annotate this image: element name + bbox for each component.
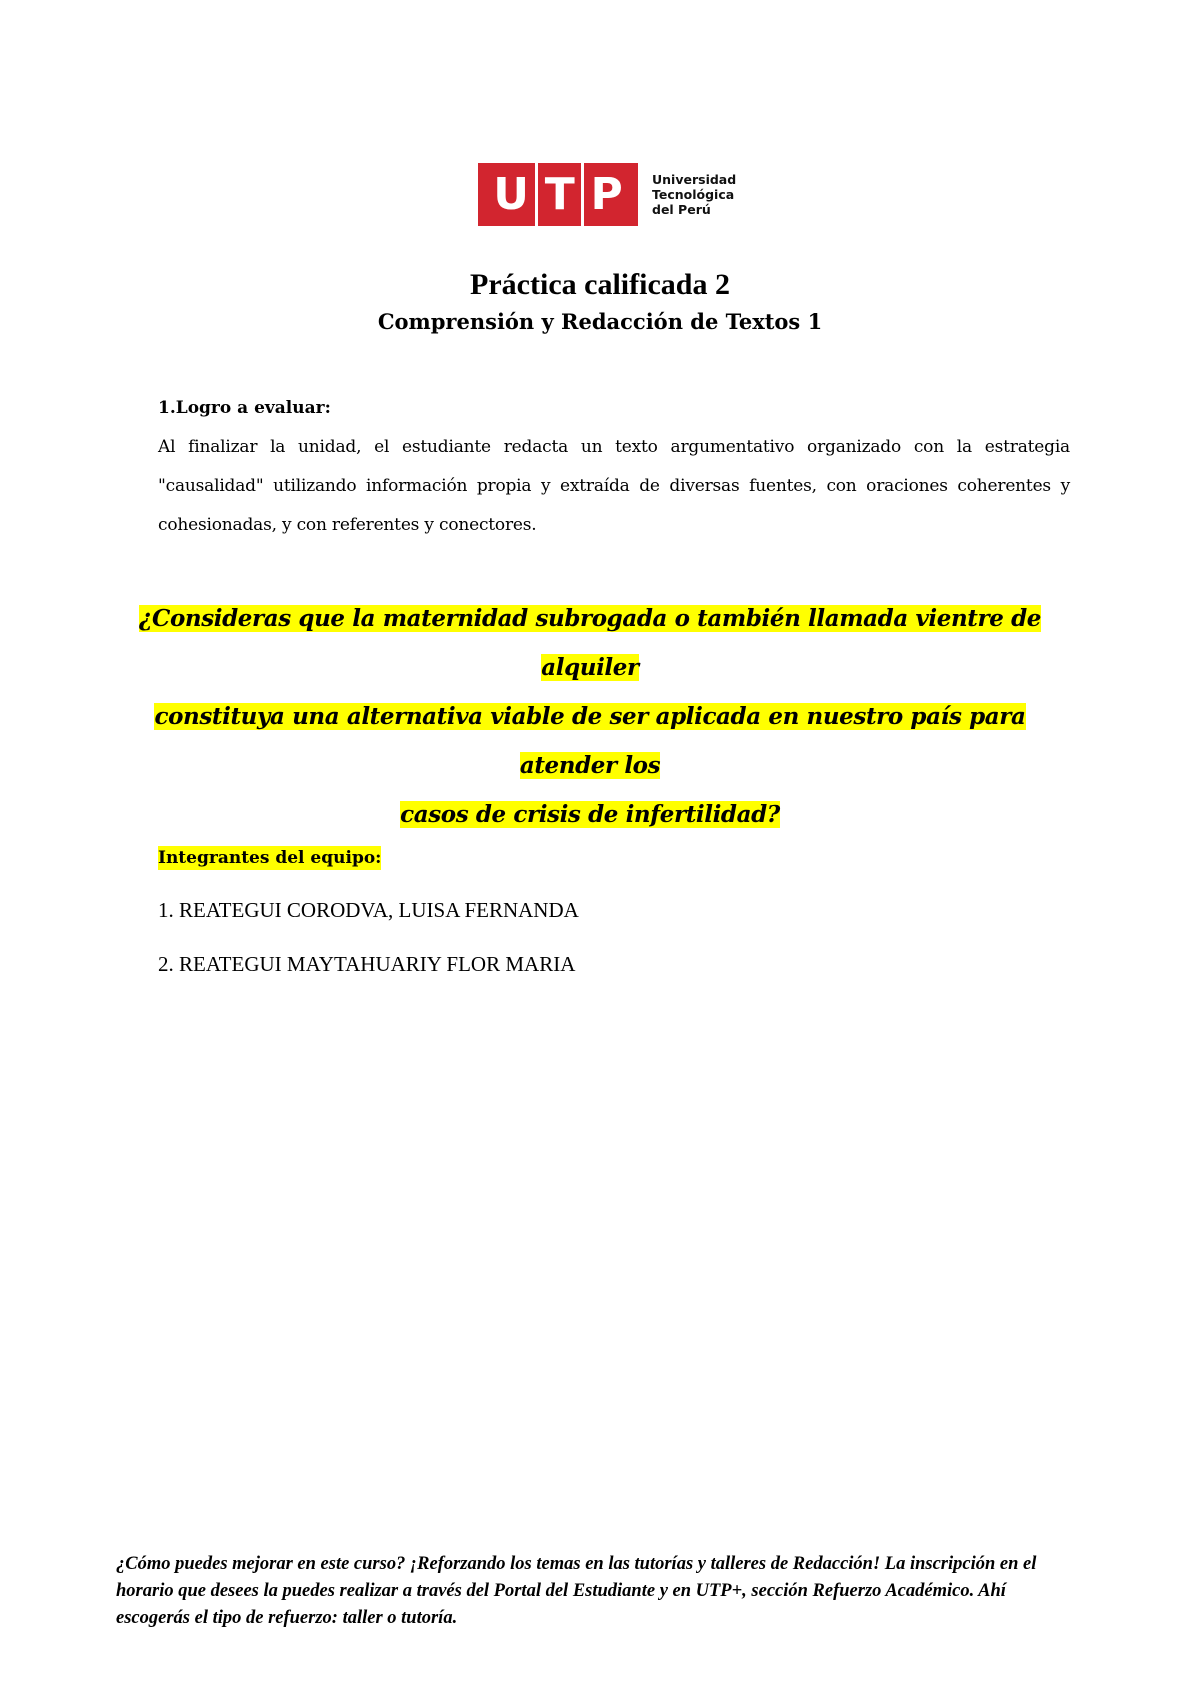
goal-section <box>158 396 1070 545</box>
page-title: Práctica calificada 2 <box>470 268 730 301</box>
logo-letter-t: T <box>544 168 575 220</box>
question-line-1: ¿Consideras que la maternidad subrogada o también llamada vientre de alquiler <box>138 605 1041 681</box>
team-member: 1. REATEGUI CORODVA, LUISA FERNANDA <box>158 898 579 922</box>
footer-note: ¿Cómo puedes mejorar en este curso? ¡Reforzando los temas en las tutorías y talleres de Redacción! La inscripción en el horario que desees la puedes realizar a través del Portal del Estudiante y en UTP+, sección Refuerzo Académico. Ahí escogerás el tipo de refuerzo: taller o tutoría. <box>116 1554 1037 1628</box>
question-line-3: casos de crisis de infertilidad? <box>400 801 780 828</box>
logo-letter-p: P <box>590 168 623 220</box>
goal-body: Al finalizar la unidad, el estudiante redacta un texto argumentativo organizado con la estrategia "causalidad" utilizando información propia y extraída de diversas fuentes, con oraciones coherentes y cohesionadas, y con referentes y conectores. <box>158 437 1070 535</box>
page-subtitle: Comprensión y Redacción de Textos 1 <box>377 309 823 334</box>
team-heading: Integrantes del equipo: <box>158 848 382 868</box>
logo-line-2: Tecnológica <box>652 187 735 202</box>
logo-line-1: Universidad <box>652 172 737 187</box>
logo-letter-u: U <box>493 168 529 220</box>
logo-line-3: del Perú <box>652 202 711 217</box>
logo-separator <box>535 163 538 226</box>
logo-separator <box>581 163 584 226</box>
team-section <box>158 846 579 978</box>
question-line-2: constituya una alternativa viable de ser aplicada en nuestro país para atender los <box>154 703 1026 779</box>
utp-logo <box>478 163 736 226</box>
goal-heading: 1.Logro a evaluar: <box>158 398 331 418</box>
utp-logo-mark <box>478 163 638 226</box>
utp-logo-wordmark <box>652 172 736 217</box>
team-member: 2. REATEGUI MAYTAHUARIY FLOR MARIA <box>158 952 576 976</box>
essay-question <box>108 594 1072 839</box>
